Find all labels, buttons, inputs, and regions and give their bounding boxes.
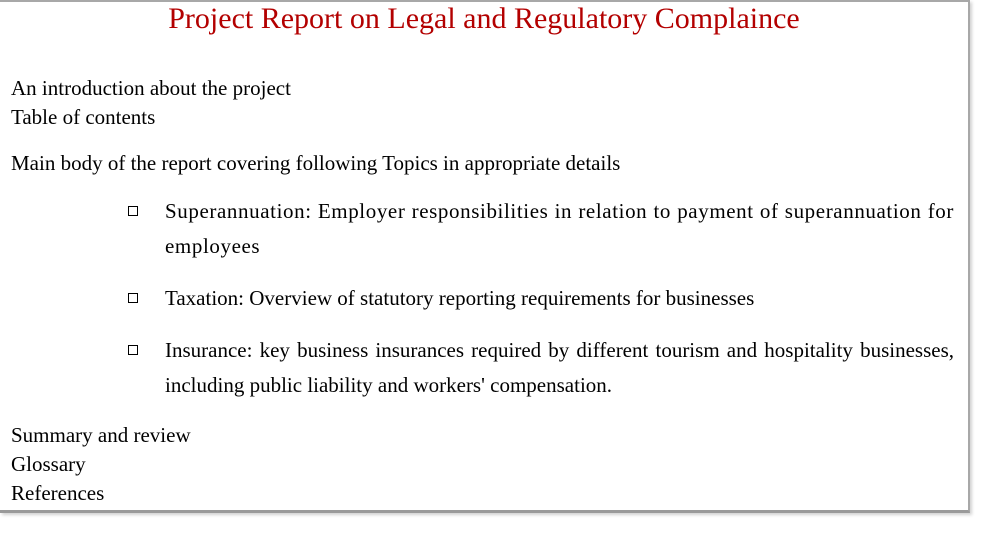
topic-item-superannuation (128, 194, 954, 266)
checkbox-icon (128, 206, 138, 216)
references-line: References (11, 481, 105, 505)
topic-text: Taxation: Overview of statutory reporting requirements for businesses (165, 286, 755, 310)
summary-line: Summary and review (11, 423, 191, 447)
checkbox-icon (128, 345, 138, 355)
intro-line: An introduction about the project (11, 76, 291, 100)
topic-text: Insurance: key business insurances required by different tourism and hospitality businesses, including public liability and workers' compensation. (165, 338, 954, 397)
checkbox-icon (128, 293, 138, 303)
report-title: Project Report on Legal and Regulatory Complaince (168, 2, 800, 35)
table-of-contents-line: Table of contents (11, 105, 156, 129)
glossary-line: Glossary (11, 452, 86, 476)
topic-item-insurance (128, 333, 954, 405)
main-body-heading: Main body of the report covering following Topics in appropriate details (11, 151, 621, 175)
topic-text: Superannuation: Employer responsibilities in relation to payment of superannuation for employees (165, 199, 954, 258)
topic-item-taxation (128, 281, 954, 317)
